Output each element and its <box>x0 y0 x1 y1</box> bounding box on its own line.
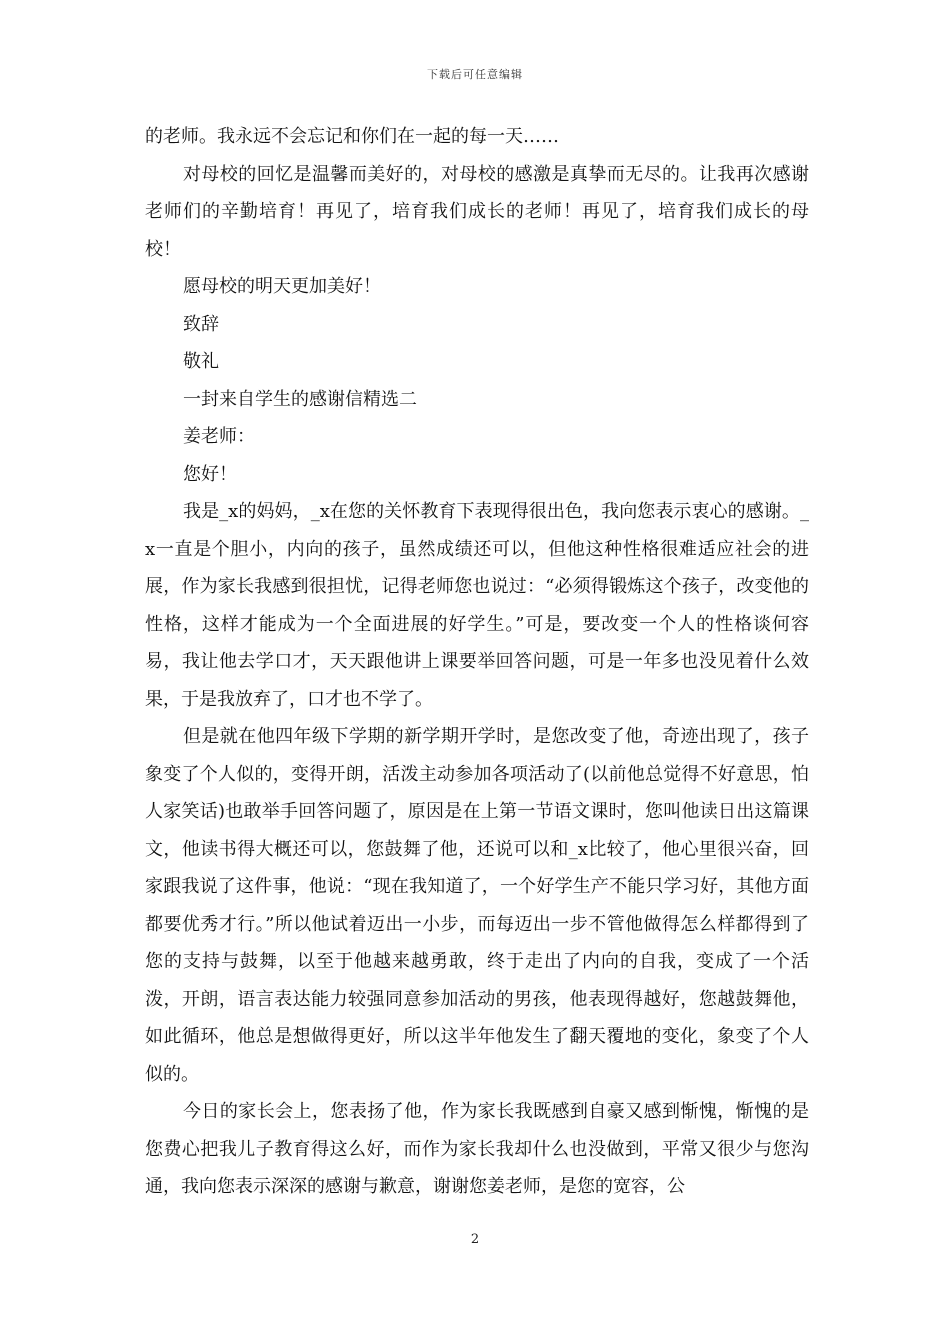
paragraph: 对母校的回忆是温馨而美好的，对母校的感激是真挚而无尽的。让我再次感谢老师们的辛勤培育！再见了，培育我们成长的老师！再见了，培育我们成长的母校！ <box>145 163 809 260</box>
greeting: 您好！ <box>183 463 237 485</box>
paragraph: 我是_x的妈妈，_x在您的关怀教育下表现得很出色，我向您表示衷心的感谢。_x一直是个胆小，内向的孩子，虽然成绩还可以，但他这种性格很难适应社会的进展，作为家长我感到很担忧，记得老师您也说过：“必须得锻炼这个孩子，改变他的性格，这样才能成为一个全面进展的好学生。”可是，要改变一个人的性格谈何容易，我让他去学口才，天天跟他讲上课要举回答问题，可是一年多也没见着什么效果，于是我放弃了，口才也不学了。 <box>145 501 809 710</box>
paragraph: 但是就在他四年级下学期的新学期开学时，是您改变了他，奇迹出现了，孩子象变了个人似的，变得开朗，活泼主动参加各项活动了(以前他总觉得不好意思，怕人家笑话)也敢举手回答问题了，原因是在上第一节语文课时，您叫他读日出这篇课文，他读书得大概还可以，您鼓舞了他，还说可以和_x比较了，他心里很兴奋，回家跟我说了这件事，他说：“现在我知道了，一个好学生产不能只学习好，其他方面都要优秀才行。”所以他试着迈出一小步，而每迈出一步不管他做得怎么样都得到了您的支持与鼓舞，以至于他越来越勇敢，终于走出了内向的自我，变成了一个活泼，开朗，语言表达能力较强同意参加活动的男孩，他表现得越好，您越鼓舞他，如此循环，他总是想做得更好，所以这半年他发生了翻天覆地的变化，象变了个人似的。 <box>145 726 809 1085</box>
page-number: 2 <box>470 1232 480 1247</box>
page-header: 下载后可任意编辑 <box>427 68 523 81</box>
section-heading: 一封来自学生的感谢信精选二 <box>183 388 417 410</box>
paragraph: 愿母校的明天更加美好！ <box>183 276 381 297</box>
paragraph: 致辞 <box>183 313 219 335</box>
document-body <box>145 118 809 1206</box>
paragraph: 今日的家长会上，您表扬了他，作为家长我既感到自豪又感到惭愧，惭愧的是您费心把我儿子教育得这么好，而作为家长我却什么也没做到，平常又很少与您沟通，我向您表示深深的感谢与歉意，谢谢您姜老师，是您的宽容，公 <box>145 1101 809 1197</box>
paragraph: 敬礼 <box>183 351 219 372</box>
salutation: 姜老师： <box>183 426 255 447</box>
paragraph: 的老师。我永远不会忘记和你们在一起的每一天…… <box>145 126 559 147</box>
